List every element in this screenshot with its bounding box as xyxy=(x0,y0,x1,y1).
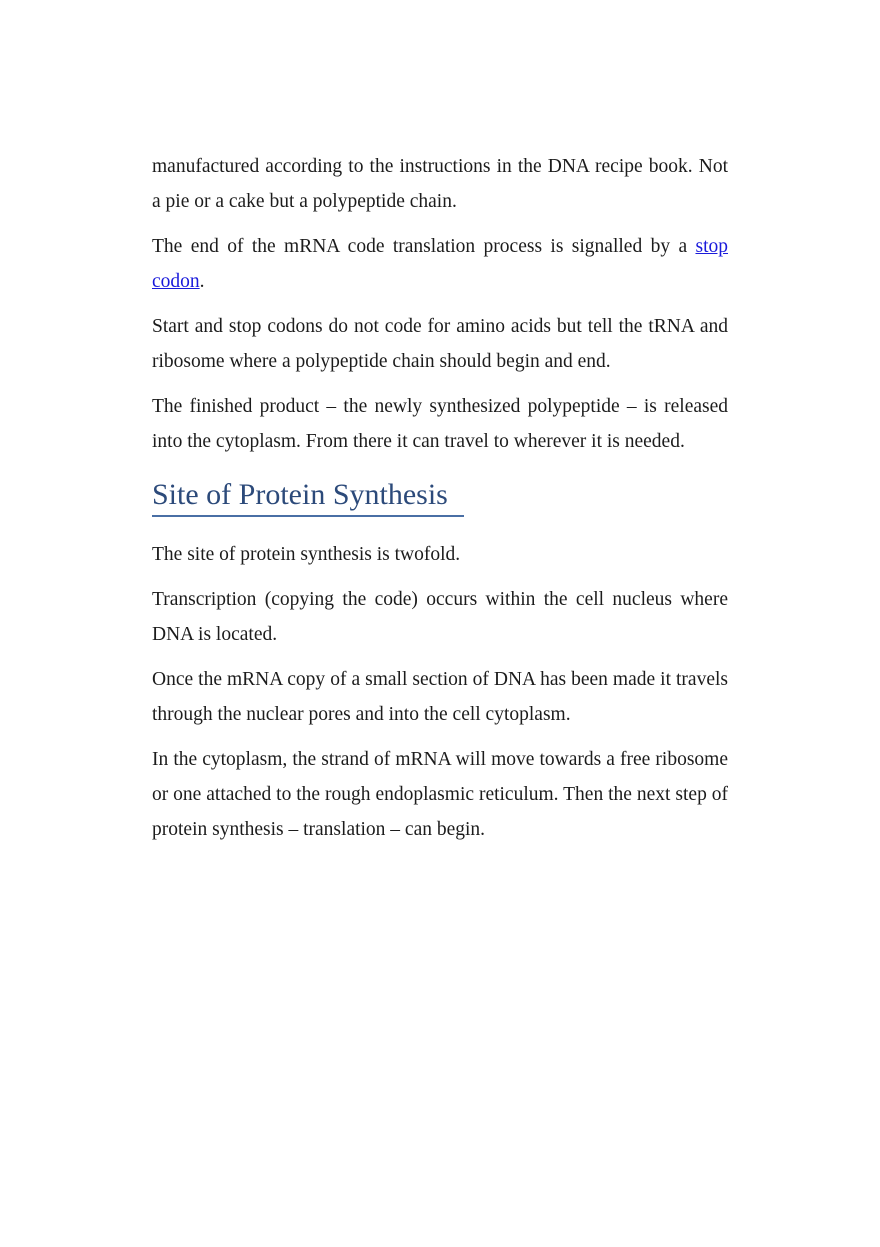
paragraph-nuclear-pores: Once the mRNA copy of a small section of DNA has been made it travels through the nuclear pores and into the cell cytoplasm. xyxy=(152,669,728,725)
stop-codon-link[interactable]: stop codon xyxy=(152,236,728,292)
paragraph-cytoplasm: In the cytoplasm, the strand of mRNA will move towards a free ribosome or one attached to the rough endoplasmic reticulum. Then the next step of protein synthesis – translation – can begin. xyxy=(152,749,728,840)
paragraph-stop-codon xyxy=(152,229,728,299)
paragraph-stop-codon-text: The end of the mRNA code translation process is signalled by a xyxy=(152,236,696,257)
paragraph-start-stop-codons: Start and stop codons do not code for amino acids but tell the tRNA and ribosome where a polypeptide chain should begin and end. xyxy=(152,316,728,372)
section-heading: Site of Protein Synthesis xyxy=(152,475,464,517)
paragraph-site-twofold: The site of protein synthesis is twofold. xyxy=(152,544,461,565)
paragraph-transcription: Transcription (copying the code) occurs within the cell nucleus where DNA is located. xyxy=(152,589,728,645)
paragraph-finished-product: The finished product – the newly synthesized polypeptide – is released into the cytoplasm. From there it can travel to wherever it is needed. xyxy=(152,396,728,452)
paragraph-recipe-book: manufactured according to the instructions in the DNA recipe book. Not a pie or a cake but a polypeptide chain. xyxy=(152,156,728,212)
paragraph-stop-codon-end: . xyxy=(199,271,205,292)
document-body xyxy=(152,149,728,857)
